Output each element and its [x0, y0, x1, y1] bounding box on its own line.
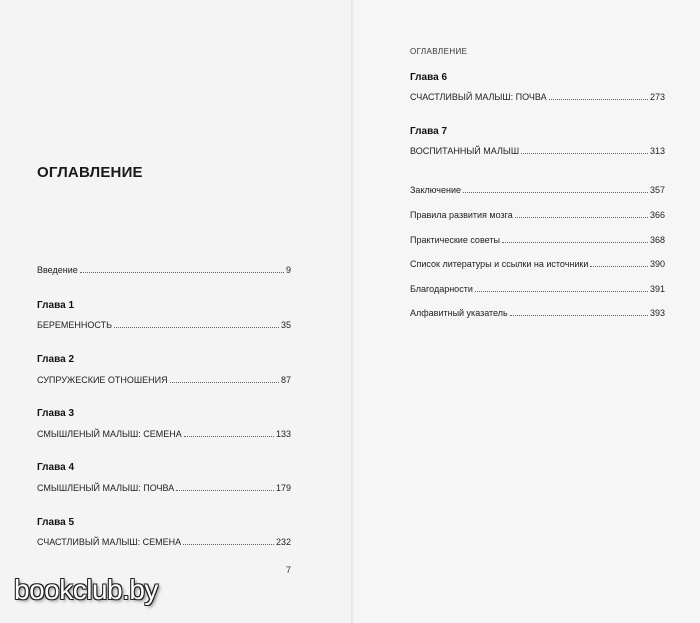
dot-leader	[114, 327, 279, 328]
toc-entry-title: СЧАСТЛИВЫЙ МАЛЫШ: СЕМЕНА	[37, 537, 182, 547]
chapter-label: Глава 3	[37, 408, 75, 419]
toc-entry-page: 391	[649, 284, 665, 294]
toc-entry-title: БЕРЕМЕННОСТЬ	[37, 320, 113, 330]
toc-entry-brain-rules	[410, 210, 665, 220]
toc-entry-page: 232	[275, 537, 291, 547]
toc-entry-bibliography	[410, 259, 665, 269]
dot-leader	[521, 153, 648, 154]
toc-entry-page: 9	[285, 265, 291, 275]
running-head: ОГЛАВЛЕНИЕ	[410, 47, 468, 56]
page-title: ОГЛАВЛЕНИЕ	[37, 164, 143, 181]
dot-leader	[549, 99, 648, 100]
dot-leader	[475, 291, 648, 292]
toc-entry-intro	[37, 265, 291, 275]
dot-leader	[183, 544, 274, 545]
dot-leader	[80, 272, 284, 273]
toc-entry-practical-tips	[410, 235, 665, 245]
toc-entry-title: Список литературы и ссылки на источники	[410, 259, 589, 269]
toc-entry-page: 357	[649, 185, 665, 195]
toc-entry-title: Алфавитный указатель	[410, 308, 508, 318]
toc-entry-page: 87	[280, 375, 291, 385]
toc-entry-title: ВОСПИТАННЫЙ МАЛЫШ	[410, 146, 520, 156]
chapter-label: Глава 1	[37, 300, 75, 311]
toc-entry-title: СМЫШЛЕНЫЙ МАЛЫШ: ПОЧВА	[37, 483, 175, 493]
toc-entry-conclusion	[410, 185, 665, 195]
toc-entry-page: 35	[280, 320, 291, 330]
toc-entry-chapter-1	[37, 320, 291, 330]
dot-leader	[515, 217, 648, 218]
chapter-label: Глава 2	[37, 354, 75, 365]
dot-leader	[510, 315, 648, 316]
toc-entry-page: 273	[649, 92, 665, 102]
toc-entry-chapter-7	[410, 146, 665, 156]
toc-entry-title: СУПРУЖЕСКИЕ ОТНОШЕНИЯ	[37, 375, 168, 385]
toc-entry-acknowledgements	[410, 284, 665, 294]
toc-entry-title: СМЫШЛЕНЫЙ МАЛЫШ: СЕМЕНА	[37, 429, 182, 439]
chapter-label: Глава 4	[37, 462, 75, 473]
toc-entry-chapter-4	[37, 483, 291, 493]
dot-leader	[176, 490, 274, 491]
dot-leader	[170, 382, 279, 383]
toc-entry-index	[410, 308, 665, 318]
toc-entry-title: СЧАСТЛИВЫЙ МАЛЫШ: ПОЧВА	[410, 92, 547, 102]
toc-entry-title: Правила развития мозга	[410, 210, 513, 220]
page-number: 7	[286, 565, 292, 575]
toc-entry-page: 179	[275, 483, 291, 493]
toc-entry-chapter-3	[37, 429, 291, 439]
toc-entry-chapter-2	[37, 375, 291, 385]
toc-entry-title: Практические советы	[410, 235, 500, 245]
dot-leader	[502, 242, 648, 243]
toc-entry-page: 366	[649, 210, 665, 220]
toc-entry-chapter-5	[37, 537, 291, 547]
dot-leader	[463, 192, 648, 193]
book-spine	[351, 0, 354, 623]
toc-entry-page: 390	[649, 259, 665, 269]
toc-entry-title: Благодарности	[410, 284, 473, 294]
watermark: bookclub.by	[14, 574, 158, 605]
toc-entry-page: 313	[649, 146, 665, 156]
toc-entry-page: 393	[649, 308, 665, 318]
toc-entry-chapter-6	[410, 92, 665, 102]
toc-entry-title: Введение	[37, 265, 78, 275]
toc-entry-page: 133	[275, 429, 291, 439]
dot-leader	[184, 436, 274, 437]
chapter-label: Глава 7	[410, 126, 448, 137]
chapter-label: Глава 6	[410, 72, 448, 83]
toc-entry-title: Заключение	[410, 185, 461, 195]
dot-leader	[590, 266, 648, 267]
toc-entry-page: 368	[649, 235, 665, 245]
chapter-label: Глава 5	[37, 517, 75, 528]
